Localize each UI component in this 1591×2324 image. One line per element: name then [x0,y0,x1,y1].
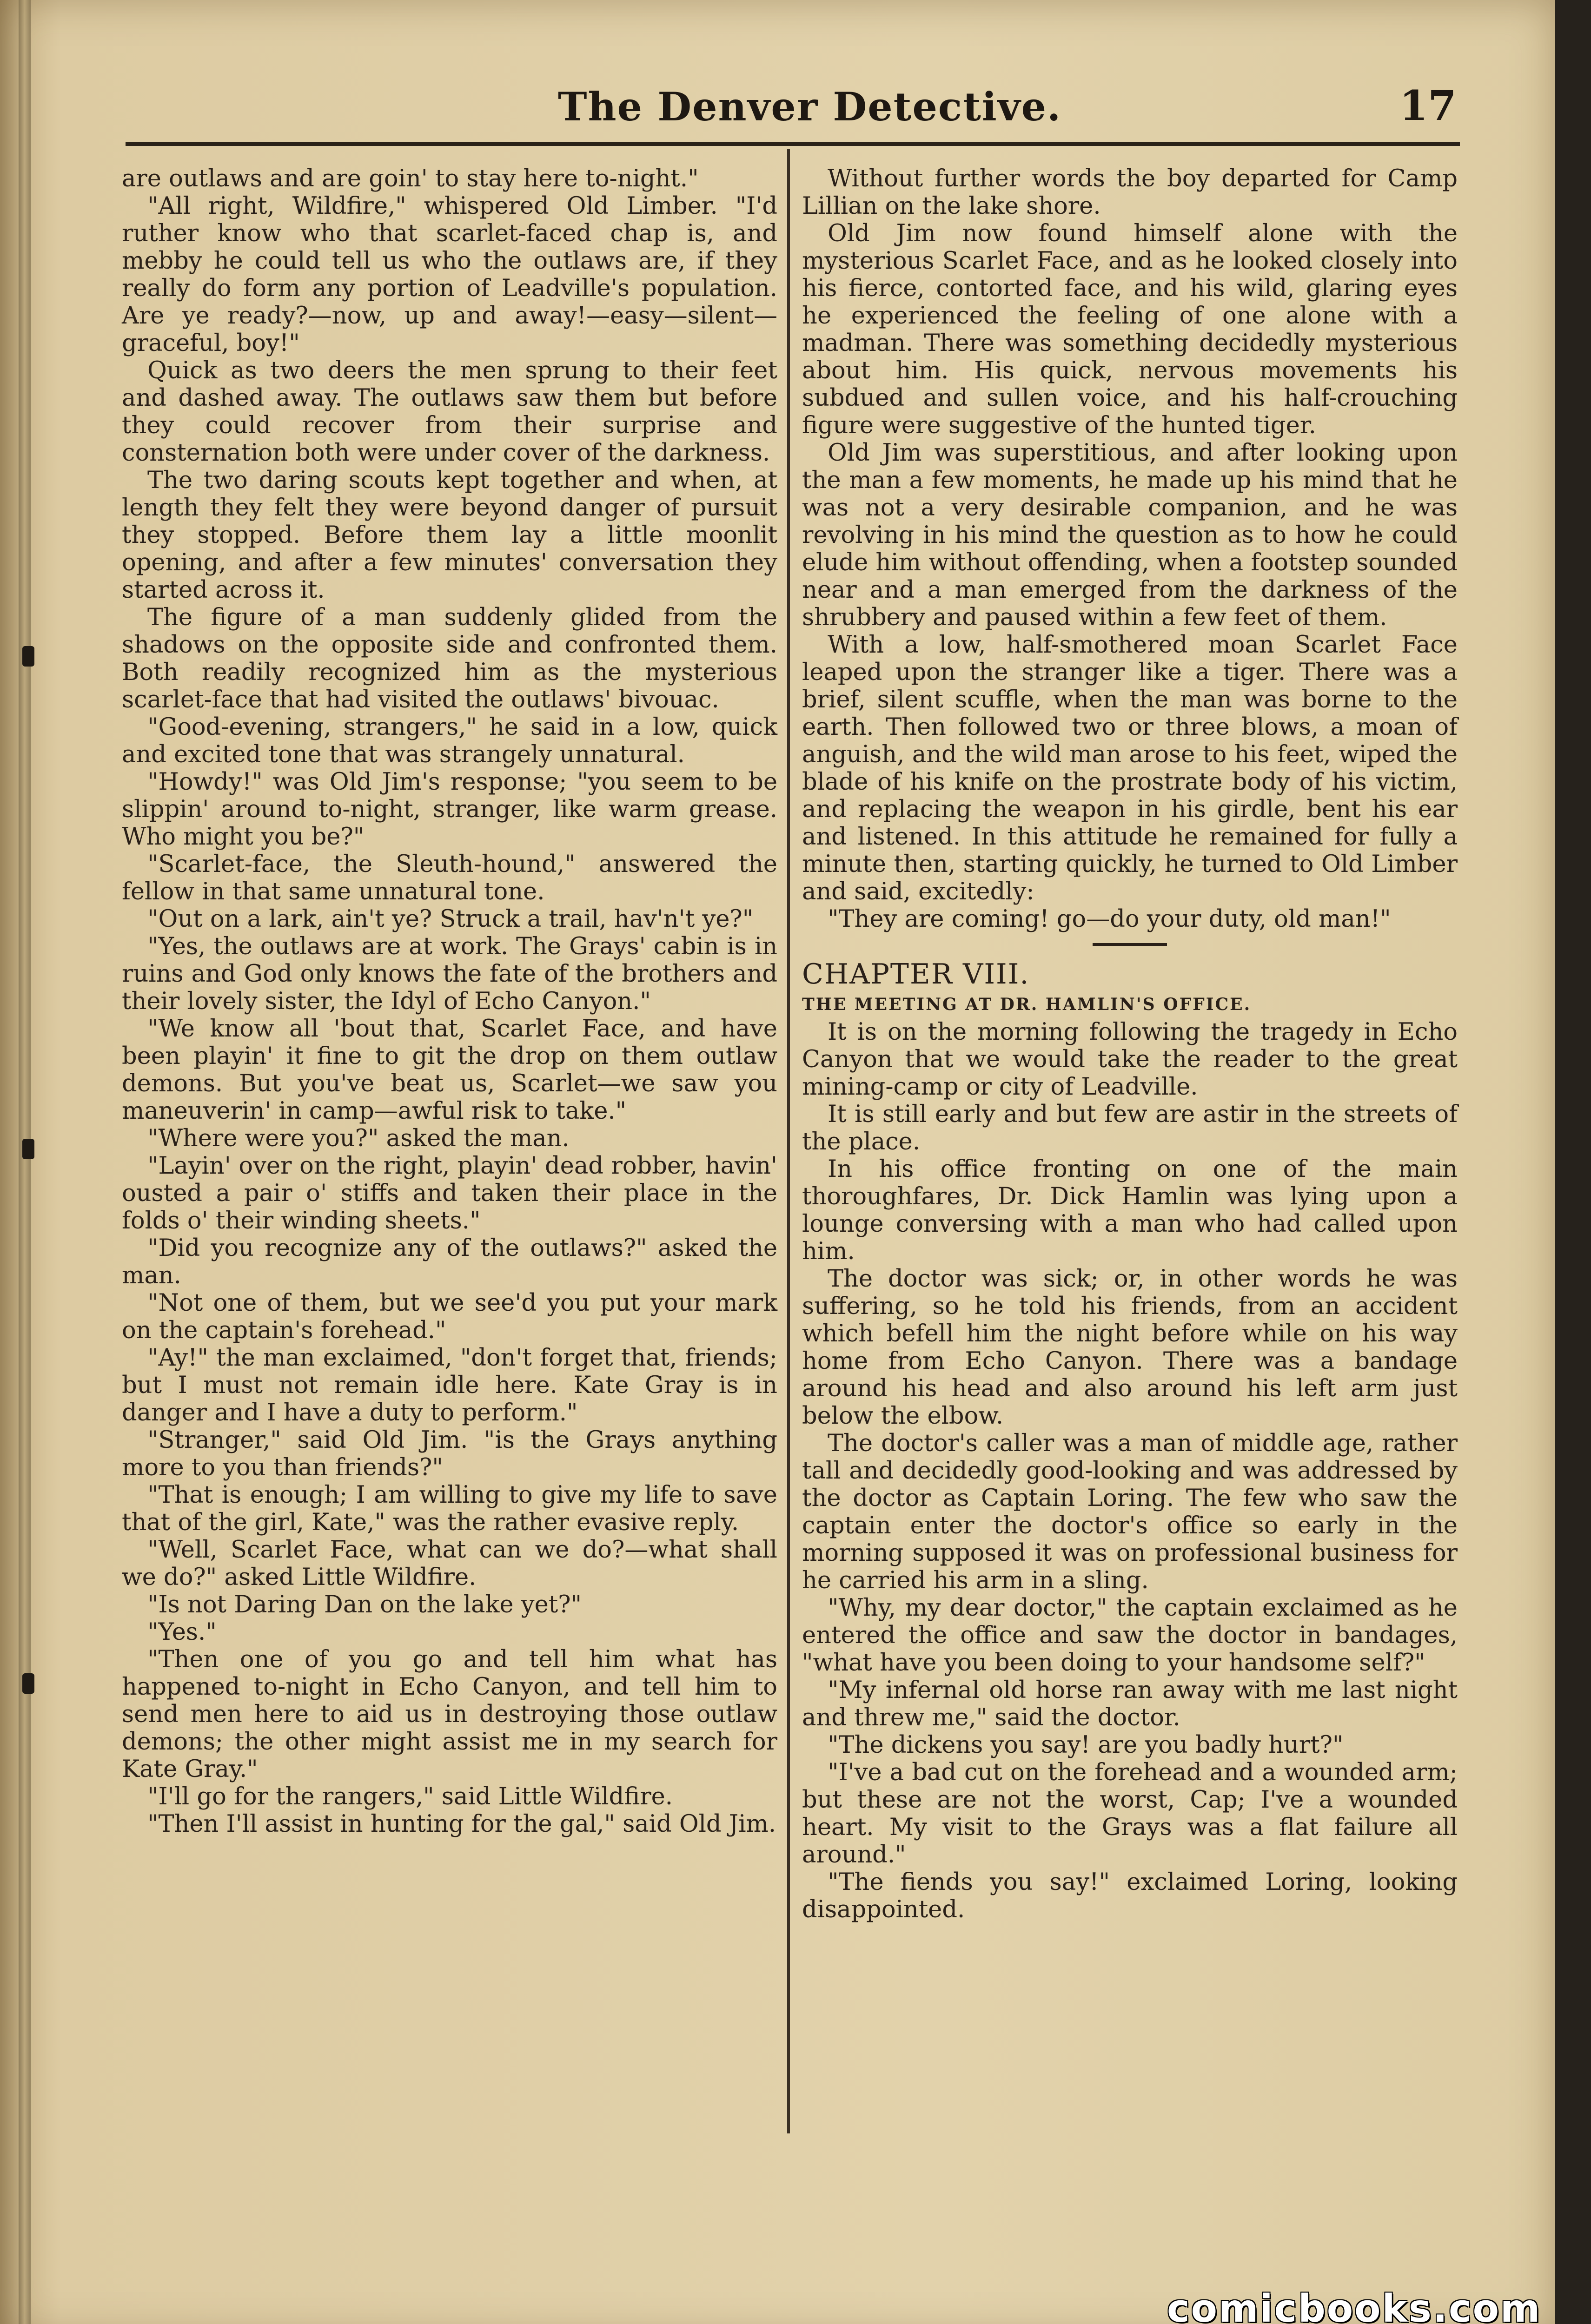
paragraph: In his office fronting on one of the main thoroughfares, Dr. Dick Hamlin was lying upon a lounge conversing with a man who had called upon him. [802,1155,1458,1265]
paragraph: Old Jim was superstitious, and after looking upon the man a few moments, he made up his mind that he was not a very desirable companion, and he was revolving in his mind the question as to how he could elude him without offending, when a footstep sounded near and a man emerged from the darkness of the shrubbery and paused within a few feet of them. [802,439,1458,631]
paragraph: "Ay!" the man exclaimed, "don't forget that, friends; but I must not remain idle here. Kate Gray is in danger and I have a duty to perform." [122,1344,777,1426]
right-column [802,165,1458,1923]
paragraph: "Layin' over on the right, playin' dead robber, havin' ousted a pair o' stiffs and taken their place in the folds o' their winding sheets." [122,1152,777,1235]
binding-spine [19,0,31,2324]
paragraph: "All right, Wildfire," whispered Old Limber. "I'd ruther know who that scarlet-faced chap is, and mebby he could tell us who the outlaws are, if they really do form any portion of Leadville's population. Are ye ready?—now, up and away!—easy—silent—graceful, boy!" [122,192,777,357]
staple-top [22,646,34,667]
paragraph: "Stranger," said Old Jim. "is the Grays anything more to you than friends?" [122,1426,777,1481]
paragraph: "The fiends you say!" exclaimed Loring, looking disappointed. [802,1868,1458,1923]
paragraph: "We know all 'bout that, Scarlet Face, and have been playin' it fine to git the drop on them outlaw demons. But you've beat us, Scarlet—we saw you maneuverin' in camp—awful risk to take." [122,1015,777,1125]
chapter-title: CHAPTER VIII. [802,958,1030,990]
paragraph: The doctor was sick; or, in other words he was suffering, so he told his friends, from an accident which befell him the night before while on his way home from Echo Canyon. There was a bandage around his head and also around his left arm just below the elbow. [802,1265,1458,1430]
paragraph: "They are coming! go—do your duty, old man!" [828,905,1391,933]
watermark: comicbooks.com [1167,2287,1542,2324]
paragraph: "Scarlet-face, the Sleuth-hound," answered the fellow in that same unnatural tone. [122,851,777,905]
paragraph: "Why, my dear doctor," the captain exclaimed as he entered the office and saw the doctor in bandages, "what have you been doing to your handsome self?" [802,1594,1458,1677]
paragraph: "I've a bad cut on the forehead and a wounded arm; but these are not the worst, Cap; I've a wounded heart. My visit to the Grays was a flat failure all around." [802,1759,1458,1868]
staple-middle [22,1139,34,1159]
paragraph: "Not one of them, but we see'd you put your mark on the captain's forehead." [122,1289,777,1344]
paragraph: "The dickens you say! are you badly hurt?" [828,1731,1344,1759]
paragraph: The two daring scouts kept together and when, at length they felt they were beyond danger of pursuit they stopped. Before them lay a little moonlit opening, and after a few minutes' conversation they started across it. [122,467,777,604]
paragraph: Old Jim now found himself alone with the mysterious Scarlet Face, and as he looked closely into his fierce, contorted face, and his wild, glaring eyes he experienced the feeling of one alone with a madman. There was something decidedly mysterious about him. His quick, nervous movements his subdued and sullen voice, and his half-crouching figure were suggestive of the hunted tiger. [802,220,1458,439]
paragraph: "I'll go for the rangers," said Little Wildfire. [147,1783,673,1810]
staple-bottom [22,1673,34,1694]
paragraph: "Where were you?" asked the man. [147,1125,570,1152]
paragraph: The doctor's caller was a man of middle age, rather tall and decidedly good-looking and was addressed by the doctor as Captain Loring. The few who saw the captain enter the doctor's office so early in the morning supposed it was on professional business for he carried his arm in a sling. [802,1430,1458,1594]
paragraph: Without further words the boy departed for Camp Lillian on the lake shore. [802,165,1458,220]
paragraph: Quick as two deers the men sprung to their feet and dashed away. The outlaws saw them but before they could recover from their surprise and consternation both were under cover of the darkness. [122,357,777,467]
chapter-subtitle: THE MEETING AT DR. HAMLIN'S OFFICE. [802,995,1252,1014]
paragraph: "Yes, the outlaws are at work. The Grays' cabin is in ruins and God only knows the fate of the brothers and their lovely sister, the Idyl of Echo Canyon." [122,933,777,1015]
paragraph: "That is enough; I am willing to give my life to save that of the girl, Kate," was the rather evasive reply. [122,1481,777,1536]
paragraph: "Howdy!" was Old Jim's response; "you seem to be slippin' around to-night, stranger, like warm grease. Who might you be?" [122,768,777,851]
chapter-divider [1093,943,1167,946]
paragraph: are outlaws and are goin' to stay here to-night." [122,165,699,192]
paragraph: "Well, Scarlet Face, what can we do?—what shall we do?" asked Little Wildfire. [122,1536,777,1591]
paragraph: "Good-evening, strangers," he said in a low, quick and excited tone that was strangely unnatural. [122,713,777,768]
paragraph: It is on the morning following the tragedy in Echo Canyon that we would take the reader to the great mining-camp or city of Leadville. [802,1018,1458,1101]
paragraph: "Out on a lark, ain't ye? Struck a trail, hav'n't ye?" [147,905,754,933]
running-header-title: The Denver Detective. [558,84,1062,130]
paragraph: "Did you recognize any of the outlaws?" asked the man. [122,1235,777,1289]
paragraph: "Then I'll assist in hunting for the gal," said Old Jim. [147,1810,776,1838]
page-number: 17 [1399,81,1457,130]
left-column [122,165,777,1838]
header-rule [126,142,1460,146]
paragraph: The figure of a man suddenly glided from the shadows on the opposite side and confronted them. Both readily recognized him as the mysterious scarlet-face that had visited the outlaws' bivouac. [122,604,777,713]
paragraph: "Is not Daring Dan on the lake yet?" [147,1591,582,1618]
paragraph: "My infernal old horse ran away with me last night and threw me," said the doctor. [802,1677,1458,1731]
paragraph: "Then one of you go and tell him what has happened to-night in Echo Canyon, and tell him to send men here to aid us in destroying those outlaw demons; the other might assist me in my search for Kate Gray." [122,1646,777,1783]
paragraph: "Yes." [147,1618,217,1646]
column-divider [787,149,790,2133]
paragraph: With a low, half-smothered moan Scarlet Face leaped upon the stranger like a tiger. There was a brief, silent scuffle, when the man was borne to the earth. Then followed two or three blows, a moan of anguish, and the wild man arose to his feet, wiped the blade of his knife on the prostrate body of his victim, and replacing the weapon in his girdle, bent his ear and listened. In this attitude he remained for fully a minute then, starting quickly, he turned to Old Limber and said, excitedly: [802,631,1458,905]
paragraph: It is still early and but few are astir in the streets of the place. [802,1101,1458,1155]
